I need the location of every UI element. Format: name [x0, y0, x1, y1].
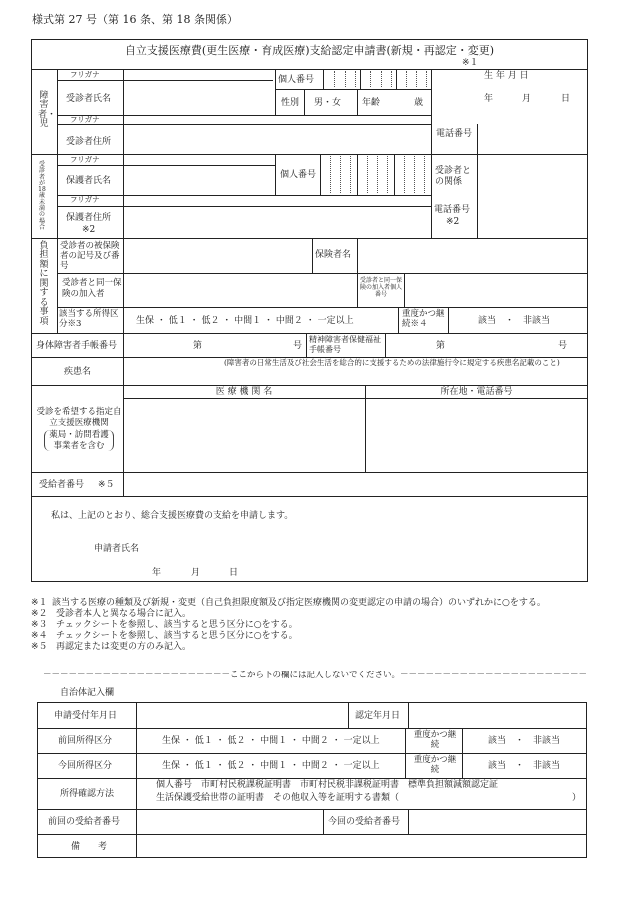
prev-income-options[interactable]: 生保 ・ 低１ ・ 低２ ・ 中間１ ・ 中間２ ・ 一定以上: [162, 736, 380, 746]
disease-label: 疾患名: [64, 367, 92, 377]
institution-address-header: 所在地・電話番号: [440, 387, 513, 397]
note-text: 受診者本人と異なる場合に記入。: [56, 609, 192, 619]
guardian-id-label: 個人番号: [280, 170, 317, 180]
patient-group-label: 障害者・児: [38, 91, 57, 130]
dob-day: 日: [561, 94, 571, 104]
mental-handbook-label: 精神障害者保健福祉手帳番号: [309, 335, 381, 354]
note-text: 再認定または変更の方のみ記入。: [56, 642, 192, 652]
relation-label: 受診者との関係: [435, 166, 472, 187]
same-insurance-label: 受診者と同一保険の加入者: [62, 278, 122, 299]
prev-severe-label: 重度かつ継続: [413, 730, 457, 751]
form-number: 様式第 27 号（第 16 条、第 18 条関係）: [32, 13, 238, 26]
form-title: 自立支援医療費(更生医療・育成医療)支給認定申請書(新規・再認定・変更): [124, 44, 495, 57]
note-text: 該当する医療の種類及び新規・変更（自己負担限度額及び指定医療機関の変更認定の申請の場合）のいずれかに○をする。: [52, 598, 546, 608]
applicant-name-label: 申請者氏名: [94, 544, 140, 554]
verify-method-label: 所得確認方法: [60, 789, 115, 799]
office-section-title: 自治体記入欄: [60, 688, 115, 698]
handbook-go: 号: [293, 341, 303, 351]
verify-line-1[interactable]: 個人番号 市町村民税課税証明書 市町村民税非課税証明書 標準負担額減額認定証: [156, 780, 499, 790]
note-text: チェックシートを参照し、該当すると思う区分に○をする。: [56, 620, 298, 630]
income-label: 該当する所得区分※3: [59, 309, 119, 330]
curr-severe-label: 重度かつ継続: [413, 755, 457, 776]
note-mark: ※３: [31, 620, 48, 630]
prev-severe-options[interactable]: 該当 ・ 非該当: [488, 736, 561, 746]
dob-year: 年: [484, 94, 494, 104]
patient-name-label: 受診者氏名: [66, 94, 112, 104]
patient-address-furigana-label: フリガナ: [70, 115, 100, 124]
note-mark: ※２: [31, 609, 48, 619]
disease-note: (障害者の日常生活及び社会生活を総合的に支援するための法律施行令に規定する疾患名記載のこと): [224, 358, 560, 367]
same-insurance-person-label: 受診者と同一保険の加入者個人番号: [359, 277, 402, 299]
insurer-label: 保険者名: [315, 250, 352, 260]
curr-severe-options[interactable]: 該当 ・ 非該当: [488, 761, 561, 771]
recipient-note: ※５: [98, 480, 115, 490]
institution-sub-label: 薬局・訪問看護事業者を含む: [44, 430, 114, 451]
insured-label: 受診者の被保険者の記号及び番号: [60, 241, 120, 272]
institution-label: 受診を希望する指定自立支援医療機関: [36, 407, 122, 428]
note-mark: ※４: [31, 631, 48, 641]
note-mark: ※１: [31, 598, 48, 608]
income-options[interactable]: 生保 ・ 低１ ・ 低２ ・ 中間１ ・ 中間２ ・ 一定以上: [136, 316, 354, 326]
guardian-address-furigana-label: フリガナ: [70, 195, 100, 204]
mental-handbook-go: 号: [558, 341, 568, 351]
verify-line-2[interactable]: 生活保護受給世帯の証明書 その他収入等を証明する書類（: [156, 793, 400, 803]
remarks-label: 備 考: [71, 842, 108, 852]
patient-id-label: 個人番号: [278, 75, 315, 85]
dob-month: 月: [522, 94, 532, 104]
guardian-group-label: 受診者が18歳未満の場合: [38, 161, 46, 231]
guardian-furigana-label: フリガナ: [70, 155, 100, 164]
guardian-phone-note: ※2: [446, 217, 460, 227]
institution-name-header: 医 療 機 関 名: [215, 387, 273, 397]
curr-income-options[interactable]: 生保 ・ 低１ ・ 低２ ・ 中間１ ・ 中間２ ・ 一定以上: [162, 761, 380, 771]
received-date-label: 申請受付年月日: [54, 711, 118, 721]
severe-options[interactable]: 該当 ・ 非該当: [478, 316, 551, 326]
curr-income-label: 今回所得区分: [58, 761, 113, 771]
declaration-text: 私は、上記のとおり、総合支援医療費の支給を申請します。: [51, 511, 294, 521]
handbook-label: 身体障害者手帳番号: [36, 341, 118, 351]
patient-address-label: 受診者住所: [66, 137, 112, 147]
burden-group-label: 負担額に関する事項: [39, 241, 49, 327]
mental-handbook-dai: 第: [436, 341, 446, 351]
verify-close-paren: ）: [572, 793, 582, 803]
guardian-name-label: 保護者氏名: [66, 176, 112, 186]
prev-income-label: 前回所得区分: [58, 736, 113, 746]
patient-phone-label: 電話番号: [436, 129, 473, 139]
declaration-day: 日: [229, 568, 239, 578]
age-label: 年齢: [362, 98, 381, 108]
handbook-dai: 第: [193, 341, 203, 351]
recipient-label: 受給者番号: [39, 480, 85, 490]
age-unit: 歳: [414, 98, 424, 108]
gender-options[interactable]: 男・女: [314, 98, 342, 108]
guardian-phone-label: 電話番号: [434, 205, 471, 215]
guardian-address-note: ※2: [82, 225, 96, 235]
prev-recipient-label: 前回の受給者番号: [48, 817, 121, 827]
guardian-address-label: 保護者住所: [66, 213, 112, 223]
declaration-year: 年: [152, 568, 162, 578]
gender-label: 性別: [281, 98, 300, 108]
note-mark: ※５: [31, 642, 48, 652]
separator-line: －－－－－－－－－－－－－－－－－－－－－－ここから下の欄には記入しないでください。－－－－－－－－－－－－－－－－－－－－－－: [42, 671, 587, 680]
dob-label: 生 年 月 日: [484, 71, 529, 81]
patient-furigana-label: フリガナ: [70, 70, 100, 79]
approved-date-label: 認定年月日: [355, 711, 401, 721]
note-text: チェックシートを参照し、該当すると思う区分に○をする。: [56, 631, 298, 641]
title-note: ※１: [462, 58, 479, 68]
severe-label: 重度かつ継続※４: [402, 309, 445, 330]
declaration-month: 月: [191, 568, 201, 578]
curr-recipient-label: 今回の受給者番号: [328, 817, 401, 827]
